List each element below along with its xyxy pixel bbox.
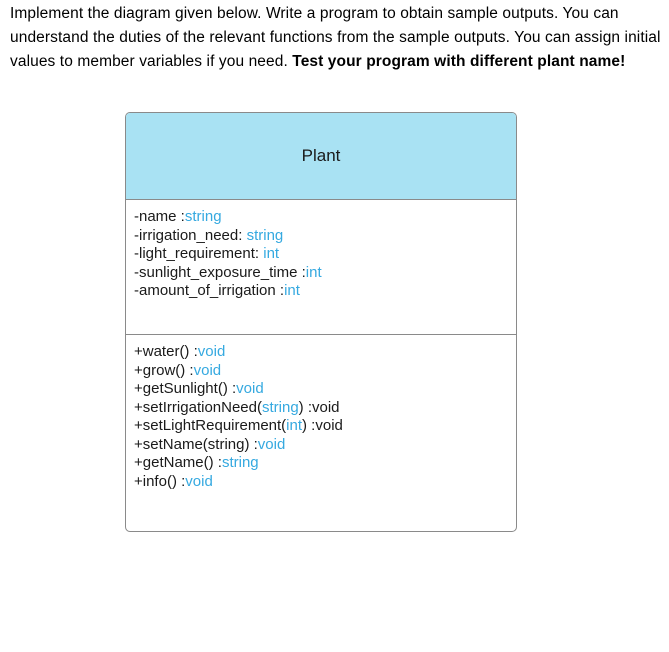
operation-item — [134, 454, 343, 473]
uml-attributes-section — [126, 200, 516, 335]
operation-item — [134, 436, 343, 455]
operation-item-suffix: ) :void — [302, 417, 343, 434]
attribute-item — [134, 282, 322, 301]
attribute-item-name: -irrigation_need: — [134, 226, 247, 244]
operation-item-name: +grow() : — [134, 361, 194, 379]
operation-item-type: void — [257, 435, 286, 453]
operation-item-type: string — [261, 398, 299, 416]
attribute-item-name: -amount_of_irrigation : — [134, 282, 285, 299]
operation-item-name: +setName(string) : — [134, 435, 258, 453]
operation-item-type: void — [185, 472, 213, 490]
instructions-text: Implement the diagram given below. Write a program to obtain sample outputs. You can understand the duties of the relevant functions from the sample outputs. You can assign initial values to member variables if you need. — [10, 5, 661, 70]
uml-class-name: Plant — [301, 146, 341, 165]
attribute-item-type: string — [184, 208, 222, 225]
operation-item-name: +water() : — [134, 343, 198, 360]
operation-item-type: void — [193, 361, 222, 379]
attribute-item-type: int — [305, 263, 322, 281]
attribute-item-name: -light_requirement: — [134, 245, 264, 262]
operation-list — [134, 343, 343, 491]
operation-item — [134, 343, 343, 362]
uml-operations-section — [126, 335, 516, 531]
operation-item-name: +info() : — [134, 472, 186, 490]
attribute-list — [134, 208, 322, 301]
operation-item — [134, 380, 343, 399]
attribute-item-type: int — [284, 282, 300, 299]
operation-item-type: string — [221, 454, 259, 471]
attribute-item-type: int — [263, 245, 280, 262]
attribute-item — [134, 245, 322, 264]
uml-class-header — [126, 113, 516, 200]
attribute-item — [134, 227, 322, 246]
operation-item — [134, 417, 343, 436]
operation-item-type: void — [236, 380, 264, 397]
attribute-item-name: -name : — [134, 208, 185, 225]
uml-class-box — [125, 112, 517, 532]
instructions-bold-text: Test your program with different plant name! — [292, 53, 626, 70]
instructions-paragraph — [10, 2, 665, 74]
attribute-item — [134, 264, 322, 283]
attribute-item-name: -sunlight_exposure_time : — [134, 263, 306, 281]
operation-item-name: +getSunlight() : — [134, 380, 237, 397]
attribute-item-type: string — [246, 226, 284, 244]
operation-item — [134, 399, 343, 418]
operation-item-type: void — [197, 343, 226, 360]
operation-item — [134, 362, 343, 381]
attribute-item — [134, 208, 322, 227]
operation-item-name: +getName() : — [134, 454, 222, 471]
operation-item-name: +setLightRequirement( — [134, 417, 287, 434]
operation-item-name: +setIrrigationNeed( — [134, 398, 262, 416]
operation-item — [134, 473, 343, 492]
operation-item-suffix: ) :void — [298, 398, 340, 416]
operation-item-type: int — [286, 417, 303, 434]
